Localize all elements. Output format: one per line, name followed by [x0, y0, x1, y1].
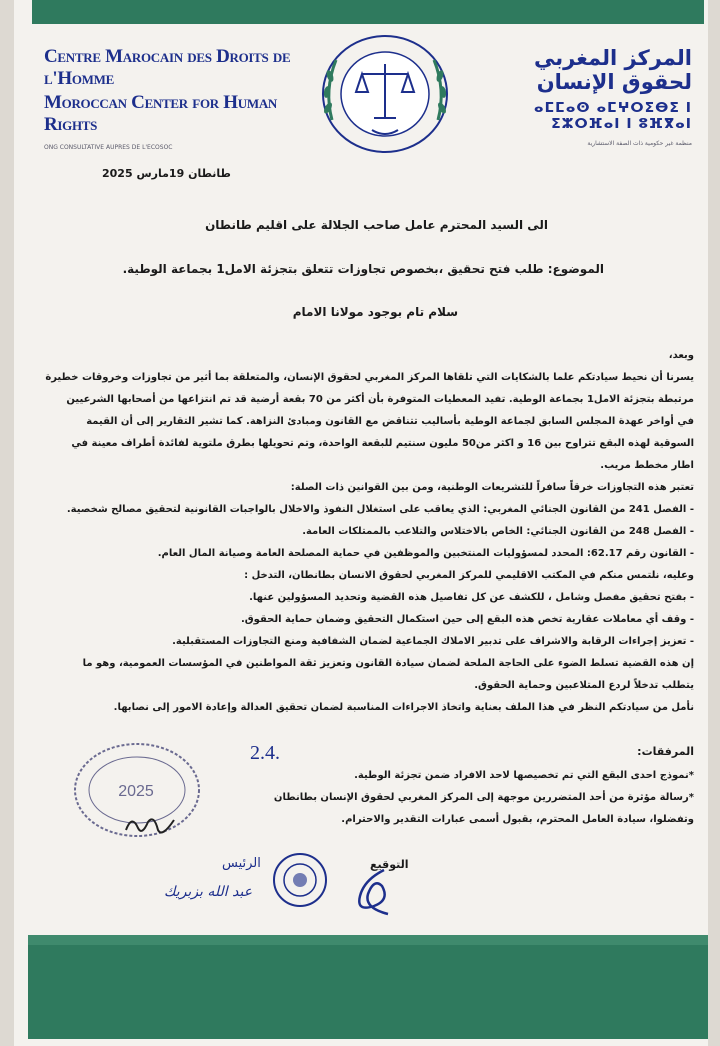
letter-body [14, 348, 694, 722]
body-line: تعتبر هذه التجاوزات خرقاً سافراً للتشريعات الوطنية، ومن بين القوانين ذات الصلة: [290, 482, 694, 493]
body-line: وبعد، [668, 350, 694, 361]
org-name-en: Moroccan Center for Human Rights [44, 92, 278, 135]
attachment-item: *رسالة مؤثرة من أحد المتضررين موجهة إلى المركز المغربي لحقوق الإنسان بطانطان [273, 792, 694, 803]
body-line: - وقف أي معاملات عقارية تخص هذه البقع إلى حين استكمال التحقيق وضمان حماية الحقوق. [240, 614, 694, 625]
letter-subject: الموضوع: طلب فتح تحقيق ،بخصوص تجاوزات تتعلق بتجزئة الامل1 بجماعة الوطية. [122, 262, 604, 276]
body-line: السوقية لهذه البقع تتراوح بين 16 و اكثر من50 مليون سنتيم للبقعة الواحدة، وتم تحويلها بطرق ملتوية لفائدة أطراف معينة في [71, 438, 694, 449]
receiver-signature [122, 810, 182, 840]
body-line: يتطلب تدخلاً لردع المتلاعبين وحماية الحقوق. [474, 680, 694, 691]
org-status-ar: منظمة غير حكومية ذات الصفة الاستشارية [587, 140, 692, 147]
body-line: يسرنا أن نحيط سيادتكم علما بالشكايات التي تلقاها المركز المغربي لحقوق الإنسان، والمتعلقة بما أثير من تجاوزات وخروقات خطيرة [45, 372, 694, 383]
scales-of-justice-emblem [310, 30, 460, 160]
handwritten-date: 2.4. [250, 742, 280, 764]
top-green-band [32, 0, 704, 24]
president-signature [344, 860, 404, 920]
body-line: - تعزيز إجراءات الرقابة والاشراف على تدبير الاملاك الجماعية لضمان الشفافية ومنع التجاوزات المستقبلية. [172, 636, 694, 647]
body-line: إن هذه القضية تسلط الضوء على الحاجة الملحة لضمان سيادة القانون وتعزيز ثقة المواطنين في المؤسسات العمومية، وهو ما [82, 658, 694, 669]
body-line: في أواخر عهدة المجلس السابق لجماعة الوطية بأساليب تتناقض مع القانون ومبادئ النزاهة. كما تشير التقارير إلى أن القيمة [86, 416, 694, 427]
letter-greeting: سلام تام بوجود مولانا الامام [292, 305, 458, 319]
org-name-fr: Centre Marocain des Droits de l'Homme [44, 46, 291, 89]
body-line: - القانون رقم 62.17: المحدد لمسؤوليات المنتخبين والموظفين في حماية المصلحة العامة وصيانة المال العام. [157, 548, 694, 559]
stamp-year: 2025 [118, 783, 154, 800]
body-line: اطار مخطط مريب. [600, 460, 694, 471]
org-status-fr: ONG CONSULTATIVE AUPRES DE L'ECOSOC [44, 144, 173, 151]
org-name-tifinagh: ⴰⵎⵎⴰⵙ ⴰⵎⵖⵔⵉⴱⵉ ⵏ ⵉⵣⵔⴼⴰⵏ ⵏ ⵓⴼⴳⴰⵏ [533, 100, 692, 132]
body-line: نأمل من سيادتكم النظر في هذا الملف بعناية واتخاذ الاجراءات المناسبة لضمان تحقيق العدالة وإعادة الامور إلى نصابها. [113, 702, 694, 713]
president-label: الرئيس [222, 856, 261, 871]
bottom-green-band [28, 935, 708, 1039]
org-name-ar: المركز المغربي لحقوق الإنسان [533, 46, 692, 94]
attachments-title: المرفقات: [637, 745, 694, 758]
header-left [44, 46, 314, 151]
letter-date: طانطان 19مارس 2025 [102, 167, 231, 180]
letter-page [14, 0, 708, 1046]
body-line: - الفصل 241 من القانون الجنائي المغربي: الذي يعاقب على استغلال النفوذ والاخلال بالواجبات القانونية لتحقيق مصالح شخصية. [66, 504, 694, 515]
body-line: مرتبطة بتجزئة الامل1 بجماعة الوطية. تفيد المعطيات المتوفرة بأن أكثر من 70 بقعة أرضية قد تم انتزاعها من أصحابها الشرعيين [66, 394, 694, 405]
header-right [462, 46, 692, 147]
letter-addressee: الى السيد المحترم عامل صاحب الجلالة على اقليم طانطان [205, 218, 548, 232]
president-name: عبد الله بزبريك [164, 884, 253, 900]
body-line: وعليه، نلتمس منكم في المكتب الاقليمي للمركز المغربي لحقوق الانسان بطانطان، التدخل : [244, 570, 694, 581]
official-seal [272, 852, 328, 908]
body-line: - الفصل 248 من القانون الجنائي: الخاص بالاختلاس والتلاعب بالممتلكات العامة. [302, 526, 694, 537]
attachment-item: *نموذج احدى البقع التي تم تخصيصها لاحد الافراد ضمن تجزئة الوطية. [354, 770, 694, 781]
closing-line: وتفضلوا، سيادة العامل المحترم، بقبول أسمى عبارات التقدير والاحترام. [341, 814, 694, 825]
body-line: - بفتح تحقيق مفصل وشامل ، للكشف عن كل تفاصيل هذه القضية وتحديد المسؤولين عنها. [249, 592, 694, 603]
signature-label: التوقيع [370, 858, 409, 871]
